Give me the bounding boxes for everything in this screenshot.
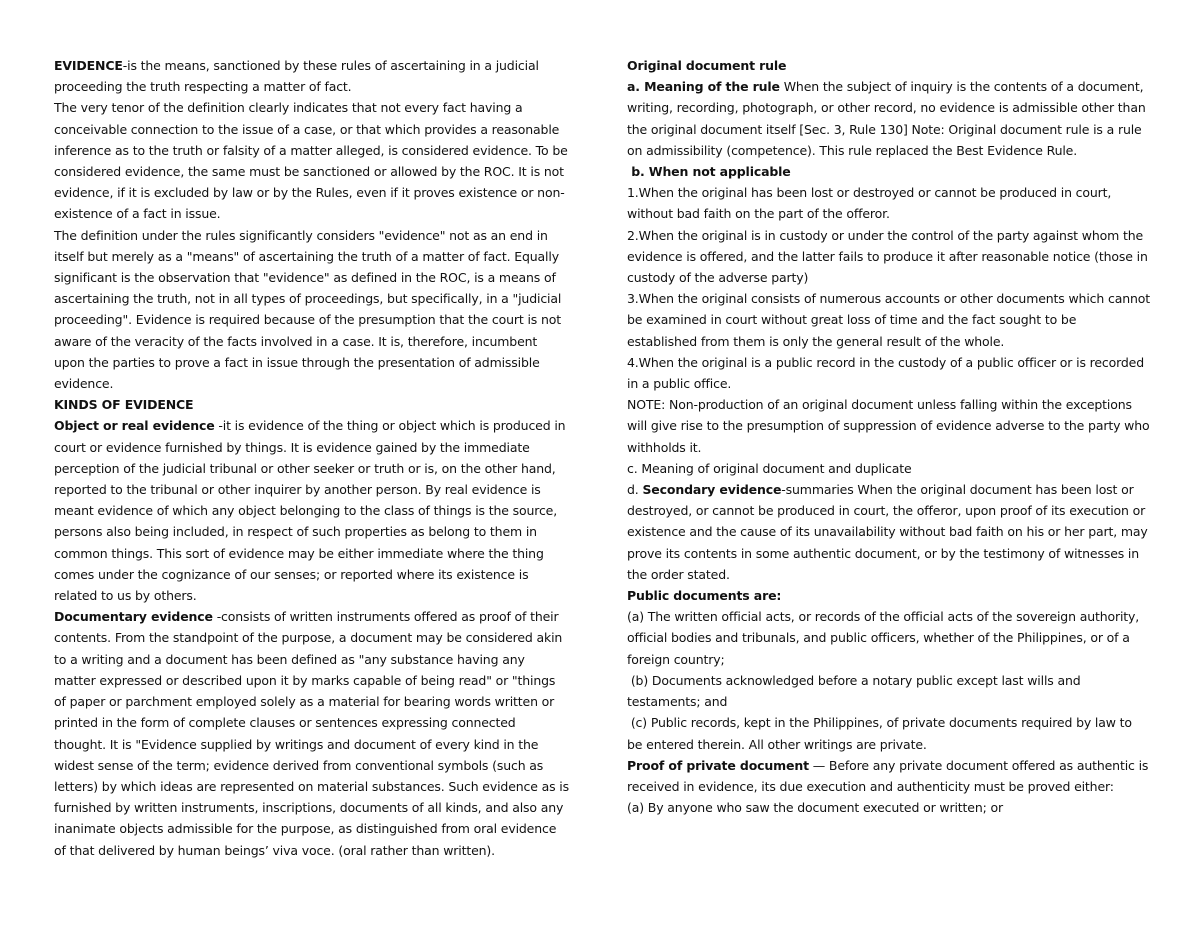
evidence-definition: EVIDENCE-is the means, sanctioned by these rules of ascertaining in a judicial proceeding the truth respecting a matter of fact.	[54, 58, 539, 95]
proof-private-document: Proof of private document — Before any private document offered as authentic is received in evidence, its due execution and authenticity must be proved either:	[627, 757, 1149, 794]
exception-2: 2.When the original is in custody or under the control of the party against whom the evidence is offered, and the latter fails to produce it after reasonable notice (those in custody of the adverse party)	[627, 227, 1148, 286]
secondary-evidence: d. Secondary evidence-summaries When the original document has been lost or destroyed, or cannot be produced in court, the offeror, upon proof of its execution or existence and the cause of its unavailability without bad faith on his or her part, may prove its contents in some authentic document, or by the testimony of witnesses in the order stated.	[627, 482, 1148, 582]
kinds-heading: KINDS OF EVIDENCE	[54, 397, 194, 413]
public-documents-heading: Public documents are:	[627, 588, 782, 604]
exception-4: 4.When the original is a public record in the custody of a public officer or is recorded in a public office.	[627, 354, 1144, 392]
private-proof-a: (a) By anyone who saw the document executed or written; or	[627, 800, 1003, 816]
public-doc-a: (a) The written official acts, or records of the official acts of the sovereign authority, official bodies and tribunals, and public officers, whether of the Philippines, or of a foreign country;	[627, 609, 1140, 667]
term-object-evidence: Object or real evidence	[54, 418, 215, 434]
object-evidence: Object or real evidence -it is evidence of the thing or object which is produced in court or evidence furnished by things. It is evidence gained by the immediate perception of the judicial tribunal or other seeker or truth or is, on the other hand, reported to the tribunal or other inquirer by another person. By real evidence is meant evidence of which any object belonging to the class of things is the source, persons also being included, in respect of such properties as belong to them in common things. This sort of evidence may be either immediate where the thing comes under the cognizance of our senses; or reported where its existence is related to us by others.	[54, 418, 566, 604]
paragraph-tenor: The very tenor of the definition clearly indicates that not every fact having a conceivable connection to the issue of a case, or that which provides a reasonable inference as to the truth or falsity of a matter alleged, is considered evidence. To be considered evidence, the same must be sanctioned or allowed by the ROC. It is not evidence, if it is excluded by law or by the Rules, even if it proves existence or non-existence of a fact in issue.	[54, 100, 568, 222]
left-column	[54, 55, 570, 861]
meaning-of-rule: a. Meaning of the rule When the subject of inquiry is the contents of a document, writing, recording, photograph, or other record, no evidence is admissible other than the original document itself [Sec. 3, Rule 130] Note: Original document rule is a rule on admissibility (competence). This rule replaced the Best Evidence Rule.	[627, 79, 1146, 158]
term-documentary-evidence: Documentary evidence	[54, 609, 213, 625]
paragraph-means: The definition under the rules significantly considers "evidence" not as an end in itself but merely as a "means" of ascertaining the truth of a matter of fact. Equally significant is the observation that "evidence" as defined in the ROC, is a means of ascertaining the truth, not in all types of proceedings, but specifically, in a "judicial proceeding". Evidence is required because of the presumption that the court is not aware of the veracity of the facts involved in a case. It is, therefore, incumbent upon the parties to prove a fact in issue through the presentation of admissible evidence.	[54, 227, 562, 392]
public-doc-b: (b) Documents acknowledged before a notary public except last wills and testaments; and	[627, 672, 1085, 710]
documentary-evidence: Documentary evidence -consists of written instruments offered as proof of their contents. From the standpoint of the purpose, a document may be considered akin to a writing and a document has been defined as "any substance having any matter expressed or described upon it by marks capable of being read" or "things of paper or parchment employed solely as a material for bearing words written or printed in the form of complete clauses or sentences expressing connected thought. It is "Evidence supplied by writings and document of every kind in the widest sense of the term; evidence derived from conventional symbols (such as letters) by which ideas are represented on material substances. Such evidence as is furnished by written instruments, inscriptions, documents of all kinds, and also any inanimate objects admissible for the purpose, as distinguished from oral evidence of that delivered by human beings’ viva voce. (oral rather than written).	[54, 609, 569, 858]
exception-3: 3.When the original consists of numerous accounts or other documents which cannot be examined in court without great loss of time and the fact sought to be established from them is only the general result of the whole.	[627, 291, 1150, 349]
term-evidence: EVIDENCE	[54, 58, 123, 73]
original-document-heading: Original document rule	[627, 58, 787, 73]
note: NOTE: Non-production of an original document unless falling within the exceptions will give rise to the presumption of suppression of evidence adverse to the party who withholds it.	[627, 397, 1150, 455]
public-doc-c: (c) Public records, kept in the Philippines, of private documents required by law to be entered therein. All other writings are private.	[627, 715, 1136, 752]
meaning-original-duplicate: c. Meaning of original document and duplicate	[627, 460, 912, 476]
right-column	[627, 55, 1150, 818]
exception-1: 1.When the original has been lost or destroyed or cannot be produced in court, without bad faith on the part of the offeror.	[627, 185, 1112, 222]
when-not-applicable: b. When not applicable	[627, 164, 791, 180]
